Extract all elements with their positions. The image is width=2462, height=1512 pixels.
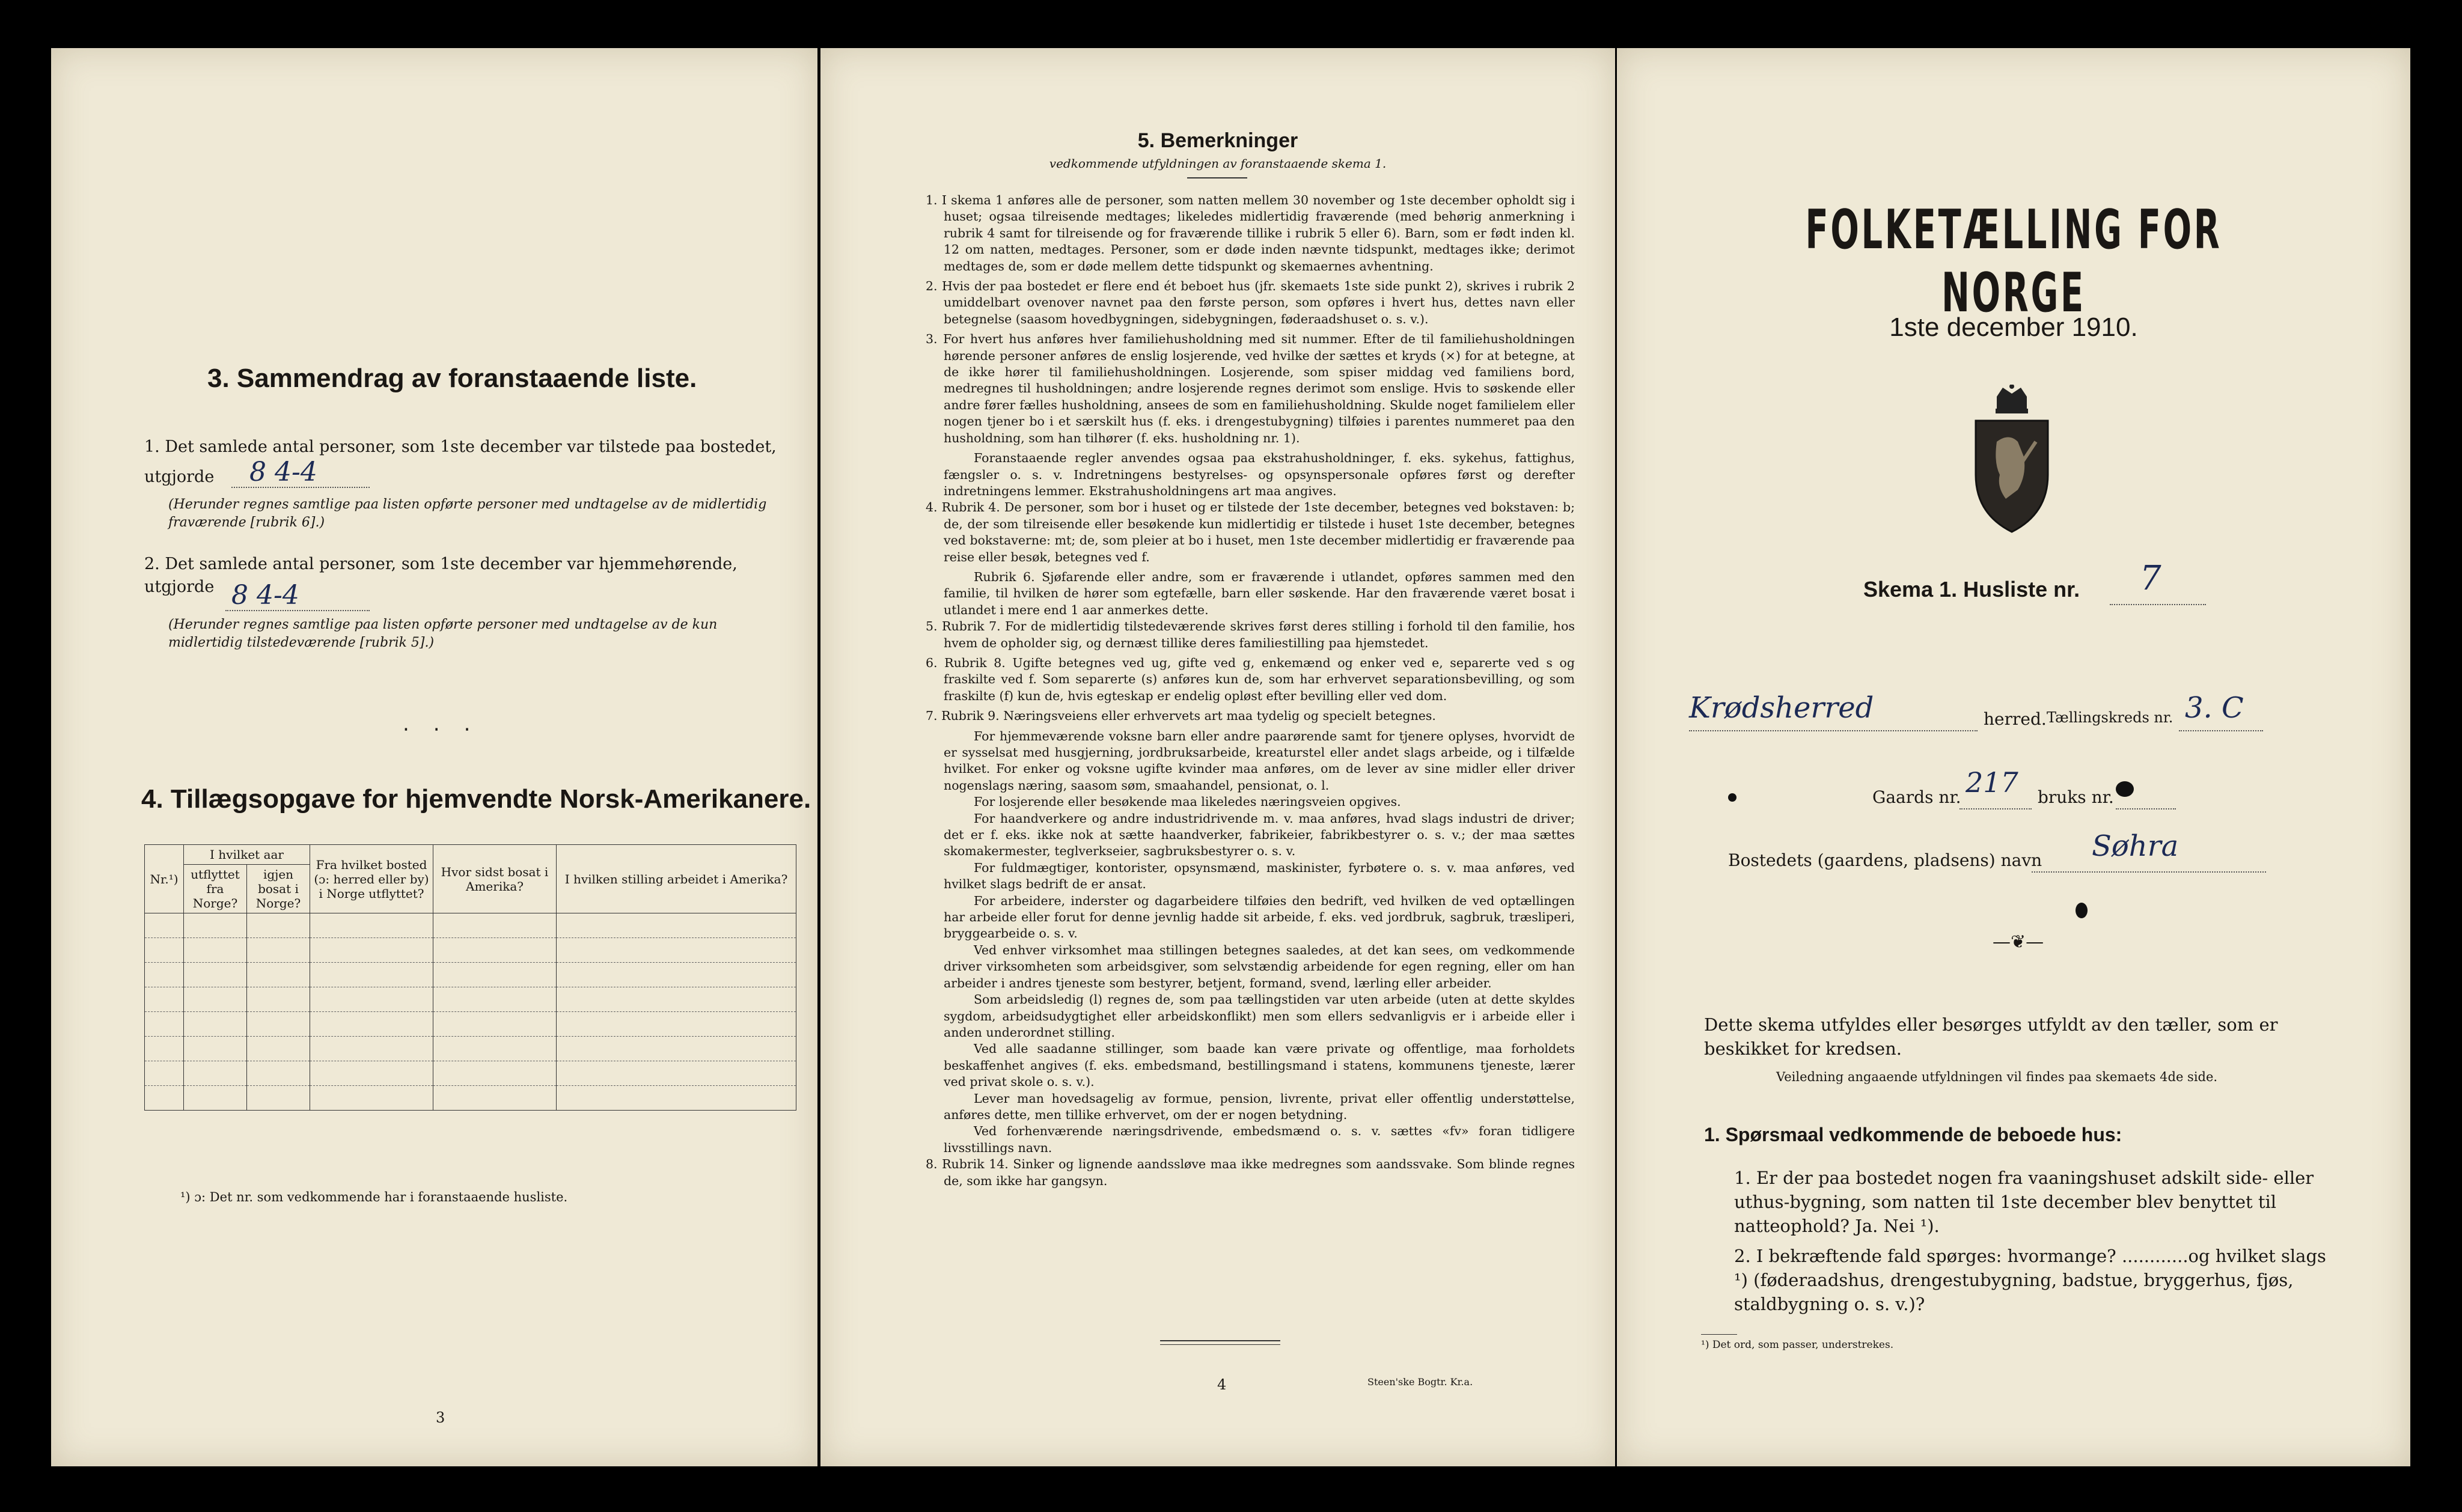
remark-item: 6. Rubrik 8. Ugifte betegnes ved ug, gifte ved g, enkemænd og enker ved e, separerte ved s og fraskilte ved f. Som separerte (s) anføres kun de, som har erhvervet separationsbevilling, og som fraskilte (f) kun de, hvis egteskap er endelig opløst efter bevilling eller ved dom.: [926, 655, 1575, 703]
remark-item: For arbeidere, inderster og dagarbeidere tilføies den bedrift, ved hvilken de ved optællingen har arbeide eller forut for denne jevnlig hadde sit arbeide, f. eks. ved jordbruk, sagbruk, træsliperi, bryggearbeide o. s. v.: [944, 893, 1575, 941]
col-where-last: Hvor sidst bosat i Amerika?: [433, 845, 557, 913]
bruks-label: bruks nr.: [2038, 787, 2114, 807]
remark-item: For fuldmægtiger, kontorister, opsynsmænd, maskinister, fyrbøtere o. s. v. maa anføres, ved hvilket slags bedrift de er ansat.: [944, 860, 1575, 892]
table-row: [145, 1061, 796, 1086]
summary-item1-text: 1. Det samlede antal personer, som 1ste december var tilstede paa bostedet,: [144, 437, 777, 456]
gaards-label: Gaards nr.: [1872, 787, 1961, 807]
remarks-list: [926, 192, 1575, 1193]
printer-mark: Steen'ske Bogtr. Kr.a.: [1367, 1376, 1473, 1388]
page-middle: [820, 48, 1615, 1466]
table-row: [145, 1037, 796, 1061]
page-right: [1617, 48, 2410, 1466]
title-rule: [1187, 177, 1247, 178]
question-2: 2. I bekræftende fald spørges: hvormange? ............og hvilket slags ¹) (føderaadshus, drengestubygning, badstue, bryggerhus, fjøs, staldbygning o. s. v.)?: [1734, 1246, 2326, 1314]
remark-item: Ved alle saadanne stillinger, som baade kan være private og offentlige, maa forholdets beskaffenhet angives (f. eks. embedsmand, bestillingsmand i statens, kommunens tjeneste, lærer ved privat skole o. s. v.).: [944, 1041, 1575, 1090]
kreds-value: 3. C: [2185, 691, 2244, 725]
summary-item2-text: 2. Det samlede antal personer, som 1ste december var hjemmehørende, utgjorde: [144, 555, 738, 596]
remark-item: 1. I skema 1 anføres alle de personer, som natten mellem 30 november og 1ste december opholdt sig i huset; ogsaa tilreisende medtages; likeledes midlertidig fraværende (med behørig anmerkning i rubrik 4 samt for tilreisende og for fraværende tillike i rubrik 5 eller 6). Barn, som er født inden kl. 12 om natten, medtages. Personer, som er døde inden nævnte tidspunkt, medtages ikke; derimot medtages de, som er døde mellem dette tidspunkt og skemaernes avhentning.: [926, 193, 1575, 273]
section3-title: 3. Sammendrag av foranstaaende liste.: [207, 364, 697, 393]
col-position: I hvilken stilling arbeidet i Amerika?: [557, 845, 796, 913]
remark-item: 3. For hvert hus anføres hver familiehusholdning med sit nummer. Efter de til familiehusholdningen hørende personer anføres de enslig losjerende, ved hvilke der sættes et kryds (×) for at betegne, at de ikke hører til familiehusholdningen. Losjerende, som spiser middag ved familiens bord, medregnes til husholdningen; andre losjerende regnes derimot som enslige. Hvis to søskende eller andre fører fælles husholdning, ansees de som en familiehusholdning. Skulde noget familielem eller nogen tjener bo i et særskilt hus (f. eks. i drengestubygning) tilføies i parentes nummeret paa den husholdning, som han tilhører (f. eks. husholdning nr. 1).: [926, 332, 1575, 445]
page-left: [51, 48, 817, 1466]
remarks-subtitle: vedkommende utfyldningen av foranstaaende skema 1.: [1049, 156, 1387, 171]
footnote: ¹) Det ord, som passer, understrekes.: [1701, 1339, 1894, 1351]
kreds-label: Tællingskreds nr.: [2047, 709, 2173, 726]
ink-dot: [1728, 793, 1737, 802]
remark-item: 5. Rubrik 7. For de midlertidig tilstedeværende skrives først deres stilling i forhold til den familie, hos hvem de opholder sig, og dernæst tillike deres familiestilling paa hjemstedet.: [926, 619, 1575, 650]
gaards-value: 217: [1966, 766, 2018, 799]
remark-item: Rubrik 6. Sjøfarende eller andre, som er fraværende i utlandet, opføres sammen med den familie, til hvilken de hører som egtefælle, barn eller søskende. Har den fraværende været bosat i utlandet i mere end 1 aar anmerkes dette.: [944, 569, 1575, 617]
section4-title: 4. Tillægsopgave for hjemvendte Norsk-Amerikanere.: [141, 784, 811, 814]
remark-item: For losjerende eller besøkende maa likeledes næringsveien opgives.: [974, 794, 1401, 809]
ornament-icon: —❦—: [1993, 931, 2044, 953]
info-sub: Veiledning angaaende utfyldningen vil findes paa skemaets 4de side.: [1776, 1070, 2218, 1084]
summary-item2-note: (Herunder regnes samtlige paa listen opførte personer med undtagelse av de kun midlertidig tilstedeværende [rubrik 5].): [168, 617, 718, 650]
table-row: [145, 938, 796, 963]
remark-item: Ved enhver virksomhet maa stillingen betegnes saaledes, at det kan sees, om vedkommende driver virksomheten som arbeidsgiver, som selvstændig arbeidende for egen regning, eller om han arbeider i andres tjeneste som bestyrer, betjent, formand, svend, lærling eller arbeider.: [944, 942, 1575, 990]
col-year-group: I hvilket aar: [184, 845, 310, 865]
table-footnote: ¹) ɔ: Det nr. som vedkommende har i foranstaaende husliste.: [180, 1190, 568, 1204]
table-row: [145, 1012, 796, 1037]
ink-dot: [2076, 903, 2088, 918]
question-1: 1. Er der paa bostedet nogen fra vaaningshuset adskilt side- eller uthus-bygning, som natten til 1ste december blev benyttet til natteophold? Ja. Nei ¹).: [1734, 1168, 2314, 1236]
bruks-line: [2116, 808, 2176, 809]
remark-item: 8. Rubrik 14. Sinker og lignende aandssløve maa ikke medregnes som aandssvake. Som blinde regnes de, som ikke har gangsyn.: [926, 1157, 1575, 1188]
remark-item: 2. Hvis der paa bostedet er flere end ét beboet hus (jfr. skemaets 1ste side punkt 2), skrives i rubrik 2 umiddelbart ovenover navnet paa den første person, som opføres i hvert hus, dettes navn eller betegnelse (saasom hovedbygningen, sidebygningen, føderaadshuset o. s. v.).: [926, 279, 1575, 326]
summary-item1-label: utgjorde: [144, 468, 215, 486]
remark-item: Foranstaaende regler anvendes ogsaa paa ekstrahusholdninger, f. eks. sykehus, fattighus, fængsler o. s. v. Indretningens bestyrelses- og opsynspersonale opføres først og derefter indretningens lemmer. Ekstrahusholdningens art maa angives.: [944, 451, 1575, 498]
page-number: 4: [1217, 1376, 1227, 1393]
norway-coat-of-arms-icon: [1961, 385, 2063, 535]
summary-item1-note: (Herunder regnes samtlige paa listen opførte personer med undtagelse av de midlertidig fraværende [rubrik 6].): [168, 497, 767, 530]
footnote-rule: [1701, 1334, 1737, 1335]
end-rule: [1160, 1340, 1280, 1345]
info-text: Dette skema utfyldes eller besørges utfyldt av den tæller, som er beskikket for kredsen.: [1704, 1014, 2278, 1059]
remark-item: 7. Rubrik 9. Næringsveiens eller erhvervets art maa tydelig og specielt betegnes.: [926, 709, 1436, 724]
remark-item: Ved forhenværende næringsdrivende, embedsmænd o. s. v. sættes «fv» foran tidligere livsstillings navn.: [944, 1124, 1575, 1155]
husliste-line: [2110, 604, 2206, 605]
col-from-where: Fra hvilket bosted (ɔ: herred eller by) i Norge utflyttet?: [310, 845, 433, 913]
table-row: [145, 963, 796, 987]
table-row: [145, 913, 796, 938]
bosted-label: Bostedets (gaardens, pladsens) navn: [1728, 850, 2042, 870]
husliste-value: 7: [2140, 559, 2161, 598]
bosted-line: [2032, 871, 2266, 873]
bosted-value: Søhra: [2092, 829, 2179, 863]
ink-blot: [2116, 781, 2134, 797]
remark-item: Som arbeidsledig (l) regnes de, som paa tællingstiden var uten arbeide (uten at dette skyldes sygdom, arbeidsudygtighet eller arbeidskonflikt) men som ellers sedvanligvis er i arbeide eller i anden underordnet stilling.: [944, 992, 1575, 1040]
remark-item: For hjemmeværende voksne barn eller andre paarørende samt for tjenere oplyses, hvorvidt de er sysselsat med husgjerning, jordbruksarbeide, kreaturstel eller andet slags arbeide, og i tilfælde hvilket. For enker og voksne ugifte kvinder maa anføres, om de lever av sine midler eller driver nogenslags næring, saasom søm, smaahandel, pensionat, o. l.: [944, 728, 1575, 793]
col-emigrated: utflyttet fra Norge?: [184, 865, 247, 913]
herred-line: [1689, 730, 1978, 731]
table-row: [145, 987, 796, 1012]
page-number: 3: [436, 1409, 445, 1426]
kreds-line: [2179, 730, 2263, 731]
questions-heading: 1. Spørsmaal vedkommende de beboede hus:: [1704, 1124, 2122, 1145]
summary-item2-value: 8 4-4: [231, 580, 299, 611]
remark-item: 4. Rubrik 4. De personer, som bor i huset og er tilstede der 1ste december, betegnes ved bokstaven: b; de, der som tilreisende eller besøkende kun midlertidig er tilstede i huset 1ste december, betegnes ved bokstaverne: mt; de, som pleier at bo i huset, men 1ste december midlertidig er fraværende paa reise eller besøk, betegnes ved f.: [926, 500, 1575, 564]
herred-value: Krødsherred: [1689, 691, 1874, 725]
census-title: FOLKETÆLLING FOR NORGE: [1805, 198, 2222, 325]
divider-ornament: ‧‧‧: [403, 718, 495, 742]
remark-item: For haandverkere og andre industridrivende m. v. maa anføres, hvad slags industri de driver; det er f. eks. ikke nok at sætte haandverker, fabrikeier, fabrikbestyrer o. s. v.; der maa sættes skomakermester, teglverkseier, sagbruksbestyrer o. s. v.: [944, 811, 1575, 859]
norsk-amerikanere-table: [144, 844, 796, 1111]
col-returned: igjen bosat i Norge?: [247, 865, 310, 913]
table-row: [145, 1086, 796, 1111]
skema-label: Skema 1. Husliste nr.: [1863, 577, 2080, 602]
gaards-line: [1960, 808, 2032, 809]
herred-label: herred.: [1984, 709, 2047, 729]
remark-item: Lever man hovedsagelig av formue, pension, livrente, privat eller offentlig understøttelse, anføres dette, men tillike erhvervet, om der er nogen betydning.: [944, 1091, 1575, 1122]
census-date: 1ste december 1910.: [1889, 312, 2138, 342]
summary-item1-value: 8 4-4: [249, 457, 317, 487]
remarks-title: 5. Bemerkninger: [1137, 129, 1298, 152]
col-nr: Nr.¹): [145, 845, 184, 913]
